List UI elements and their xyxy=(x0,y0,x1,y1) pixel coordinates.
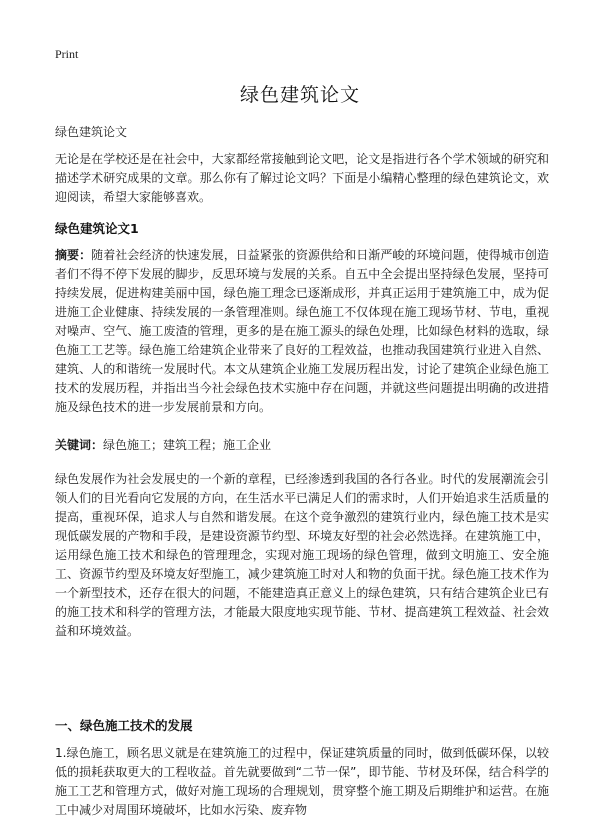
section-heading-2: 一、绿色施工技术的发展 xyxy=(55,718,193,733)
keywords-text: 绿色施工；建筑工程；施工企业 xyxy=(103,438,272,452)
abstract-paragraph xyxy=(55,246,549,417)
body-paragraph-2: 1.绿色施工，顾名思义就是在建筑施工的过程中，保证建筑质量的同时，做到低碳环保，以较低的损耗获取更大的工程收益。首先就要做到“二节一保”，即节能、节材及环保，结合科学的施工工艺和管理方式，做好对施工现场的合理规划，贯穿整个施工期及后期维护和运营。在施工中减少对周围环境破坏，比如水污染、废弃物 xyxy=(55,746,549,817)
section-heading-1: 绿色建筑论文1 xyxy=(55,221,139,236)
keywords-label: 关键词： xyxy=(55,438,104,452)
print-label: Print xyxy=(55,47,79,61)
document-title: 绿色建筑论文 xyxy=(239,84,360,106)
keywords-paragraph xyxy=(55,436,549,455)
document-subtitle: 绿色建筑论文 xyxy=(55,125,128,139)
abstract-text: 随着社会经济的快速发展，日益紧张的资源供给和日渐严峻的环境问题，使得城市创造者们不得不停下发展的脚步，反思环境与发展的关系。自五中全会提出坚持绿色发展，坚持可持续发展，促进构建美丽中国，绿色施工理念已逐渐成形，并真正运用于建筑施工中，成为促进施工企业健康、持续发展的一条管理准则。绿色施工不仅体现在施工现场节材、节电，重视对噪声、空气、施工废渣的管理，更多的是在施工源头的绿色处理，比如绿色材料的选取，绿色施工工艺等。绿色施工给建筑企业带来了良好的工程效益，也推动我国建筑行业进入自然、建筑、人的和谐统一发展时代。本文从建筑企业施工发展历程出发，讨论了建筑企业绿色施工技术的发展历程，并指出当今社会绿色技术实施中存在问题，并就这些问题提出明确的改进措施及绿色技术的进一步发展前景和方向。 xyxy=(55,248,549,414)
abstract-label: 摘要： xyxy=(55,248,92,262)
body-paragraph-1: 绿色发展作为社会发展史的一个新的章程，已经渗透到我国的各行各业。时代的发展潮流会引领人们的目光看向它发展的方向，在生活水平已满足人们的需求时，人们开始追求生活质量的提高，重视环保，追求人与自然和谐发展。在这个竞争激烈的建筑行业内，绿色施工技术是实现低碳发展的产物和手段，是建设资源节约型、环境友好型的社会必然选择。在建筑施工中，运用绿色施工技术和绿色的管理理念，实现对施工现场的绿色管理，做到文明施工、安全施工、资源节约型及环境友好型施工，减少建筑施工时对人和物的负面干扰。绿色施工技术作为一个新型技术，还存在很大的问题，不能建造真正意义上的绿色建筑，只有结合建筑企业已有的施工技术和科学的管理方法，才能最大限度地实现节能、节材、提高建筑工程效益、社会效益和环境效益。 xyxy=(55,472,549,638)
intro-paragraph: 无论是在学校还是在社会中，大家都经常接触到论文吧，论文是指进行各个学术领域的研究和描述学术研究成果的文章。那么你有了解过论文吗？下面是小编精心整理的绿色建筑论文，欢迎阅读，希望大家能够喜欢。 xyxy=(55,152,549,204)
